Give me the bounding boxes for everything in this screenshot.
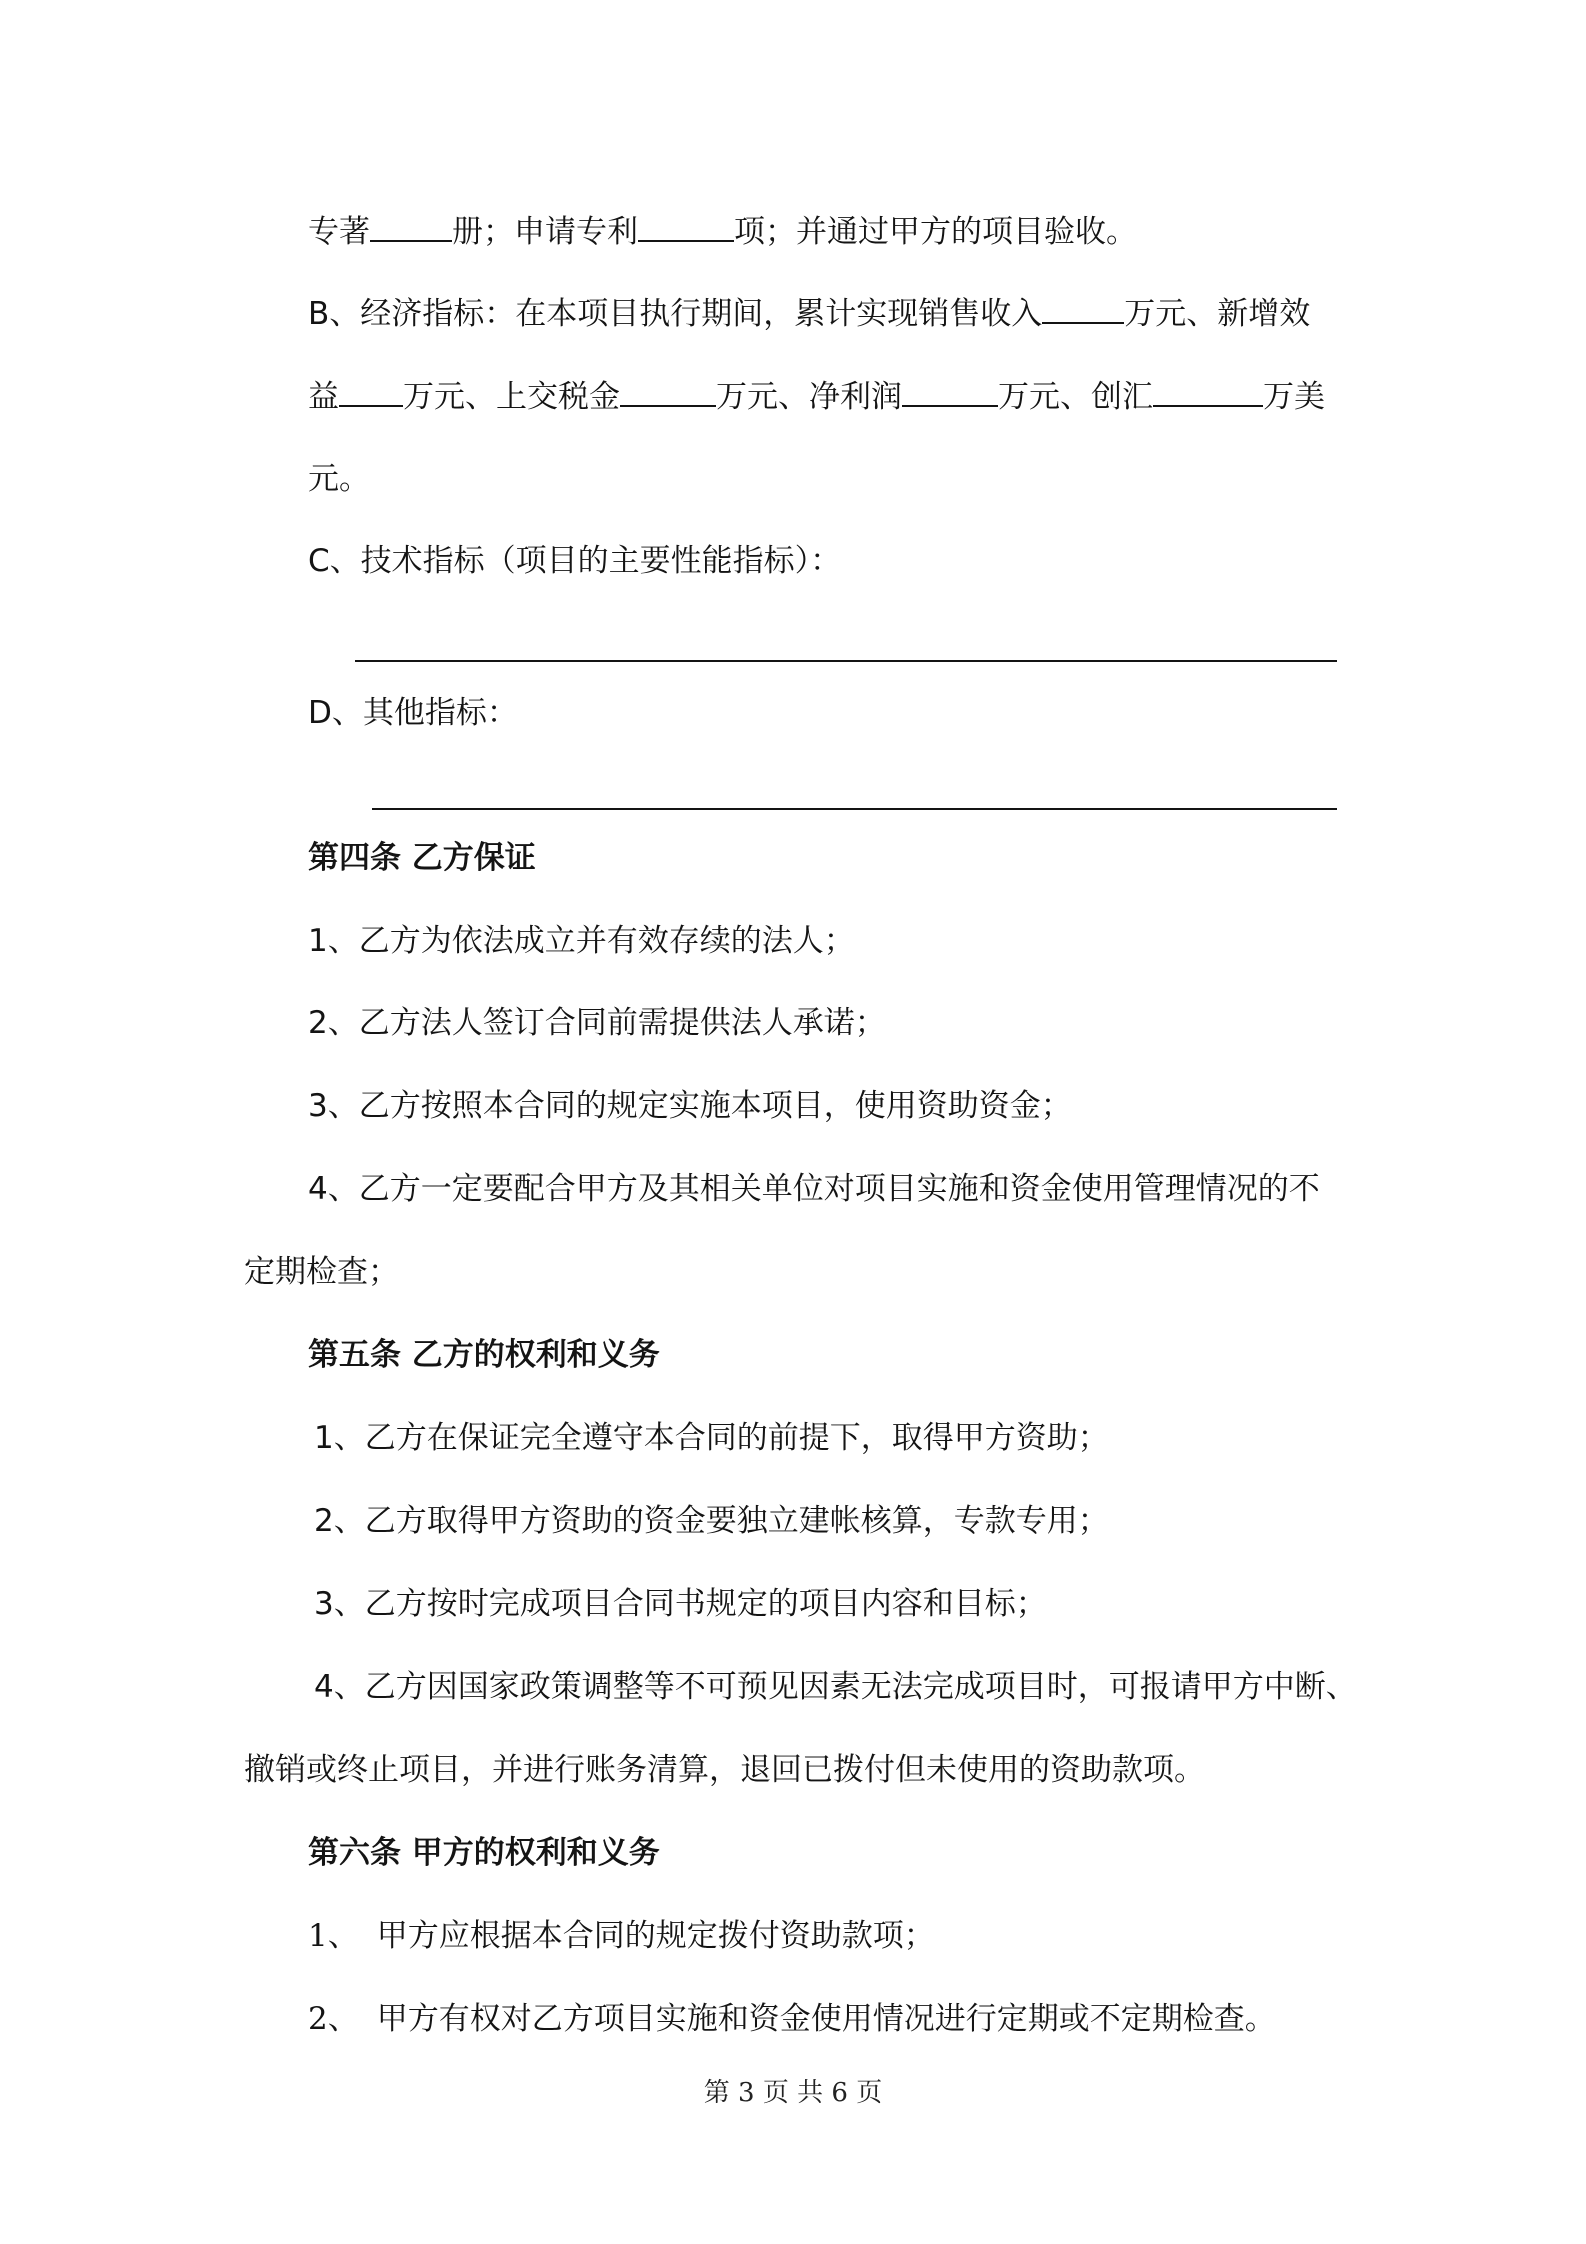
item-number: 2、 (308, 2001, 359, 2037)
article-5-item-4-continued: 撤销或终止项目，并进行账务清算，退回已拨付但未使用的资助款项。 (244, 1752, 1205, 1788)
article-5-item-1: 1、乙方在保证完全遵守本合同的前提下，取得甲方资助； (314, 1420, 1109, 1456)
fill-blank (370, 214, 452, 242)
article-5-item-4: 4、乙方因国家政策调整等不可预见因素无法完成项目时，可报请甲方中断、 (314, 1669, 1357, 1705)
article-6-item-1 (308, 1916, 935, 1956)
article-6-heading: 第六条 甲方的权利和义务 (308, 1835, 660, 1871)
article-5-item-2: 2、乙方取得甲方资助的资金要独立建帐核算，专款专用； (314, 1503, 1109, 1539)
technical-indicators-label: C、技术指标（项目的主要性能指标）： (308, 543, 842, 579)
text-segment: 项；并通过甲方的项目验收。 (734, 214, 1137, 250)
item-text: 甲方应根据本合同的规定拨付资助款项； (376, 1918, 935, 1954)
article-4-item-2: 2、乙方法人签订合同前需提供法人承诺； (308, 1005, 886, 1041)
article-4-heading: 第四条 乙方保证 (308, 840, 536, 876)
other-indicators-label: D、其他指标： (308, 695, 518, 731)
technical-indicators-fill-line (355, 660, 1337, 662)
economic-indicators-line-1 (308, 294, 1310, 334)
article-4-item-1: 1、乙方为依法成立并有效存续的法人； (308, 923, 855, 959)
fill-blank (339, 379, 403, 407)
article-6-item-2 (308, 1999, 1276, 2039)
deliverables-line (308, 212, 1137, 252)
text-segment: B、经济指标：在本项目执行期间，累计实现销售收入 (308, 296, 1043, 332)
item-number: 1、 (308, 1918, 359, 1954)
economic-indicators-line-3: 元。 (308, 461, 370, 497)
article-4-item-4: 4、乙方一定要配合甲方及其相关单位对项目实施和资金使用管理情况的不 (308, 1171, 1320, 1207)
fill-blank (620, 379, 716, 407)
article-4-item-4-continued: 定期检查； (244, 1254, 399, 1290)
fill-blank (1153, 379, 1263, 407)
item-text: 甲方有权对乙方项目实施和资金使用情况进行定期或不定期检查。 (376, 2001, 1276, 2037)
article-5-heading: 第五条 乙方的权利和义务 (308, 1337, 660, 1373)
text-segment: 万美 (1263, 379, 1325, 415)
economic-indicators-line-2 (308, 377, 1325, 417)
text-segment: 万元、净利润 (716, 379, 902, 415)
other-indicators-fill-line (372, 808, 1337, 810)
fill-blank (638, 214, 734, 242)
article-4-item-3: 3、乙方按照本合同的规定实施本项目，使用资助资金； (308, 1088, 1072, 1124)
text-segment: 万元、创汇 (998, 379, 1153, 415)
fill-blank (902, 379, 998, 407)
page-number-footer: 第 3 页 共 6 页 (703, 2078, 883, 2108)
text-segment: 册；申请专利 (452, 214, 638, 250)
article-5-item-3: 3、乙方按时完成项目合同书规定的项目内容和目标； (314, 1586, 1047, 1622)
text-segment: 万元、新增效 (1124, 296, 1311, 332)
text-segment: 万元、上交税金 (403, 379, 620, 415)
text-segment: 益 (308, 379, 339, 415)
fill-blank (1042, 296, 1124, 324)
text-segment: 专著 (308, 214, 370, 250)
